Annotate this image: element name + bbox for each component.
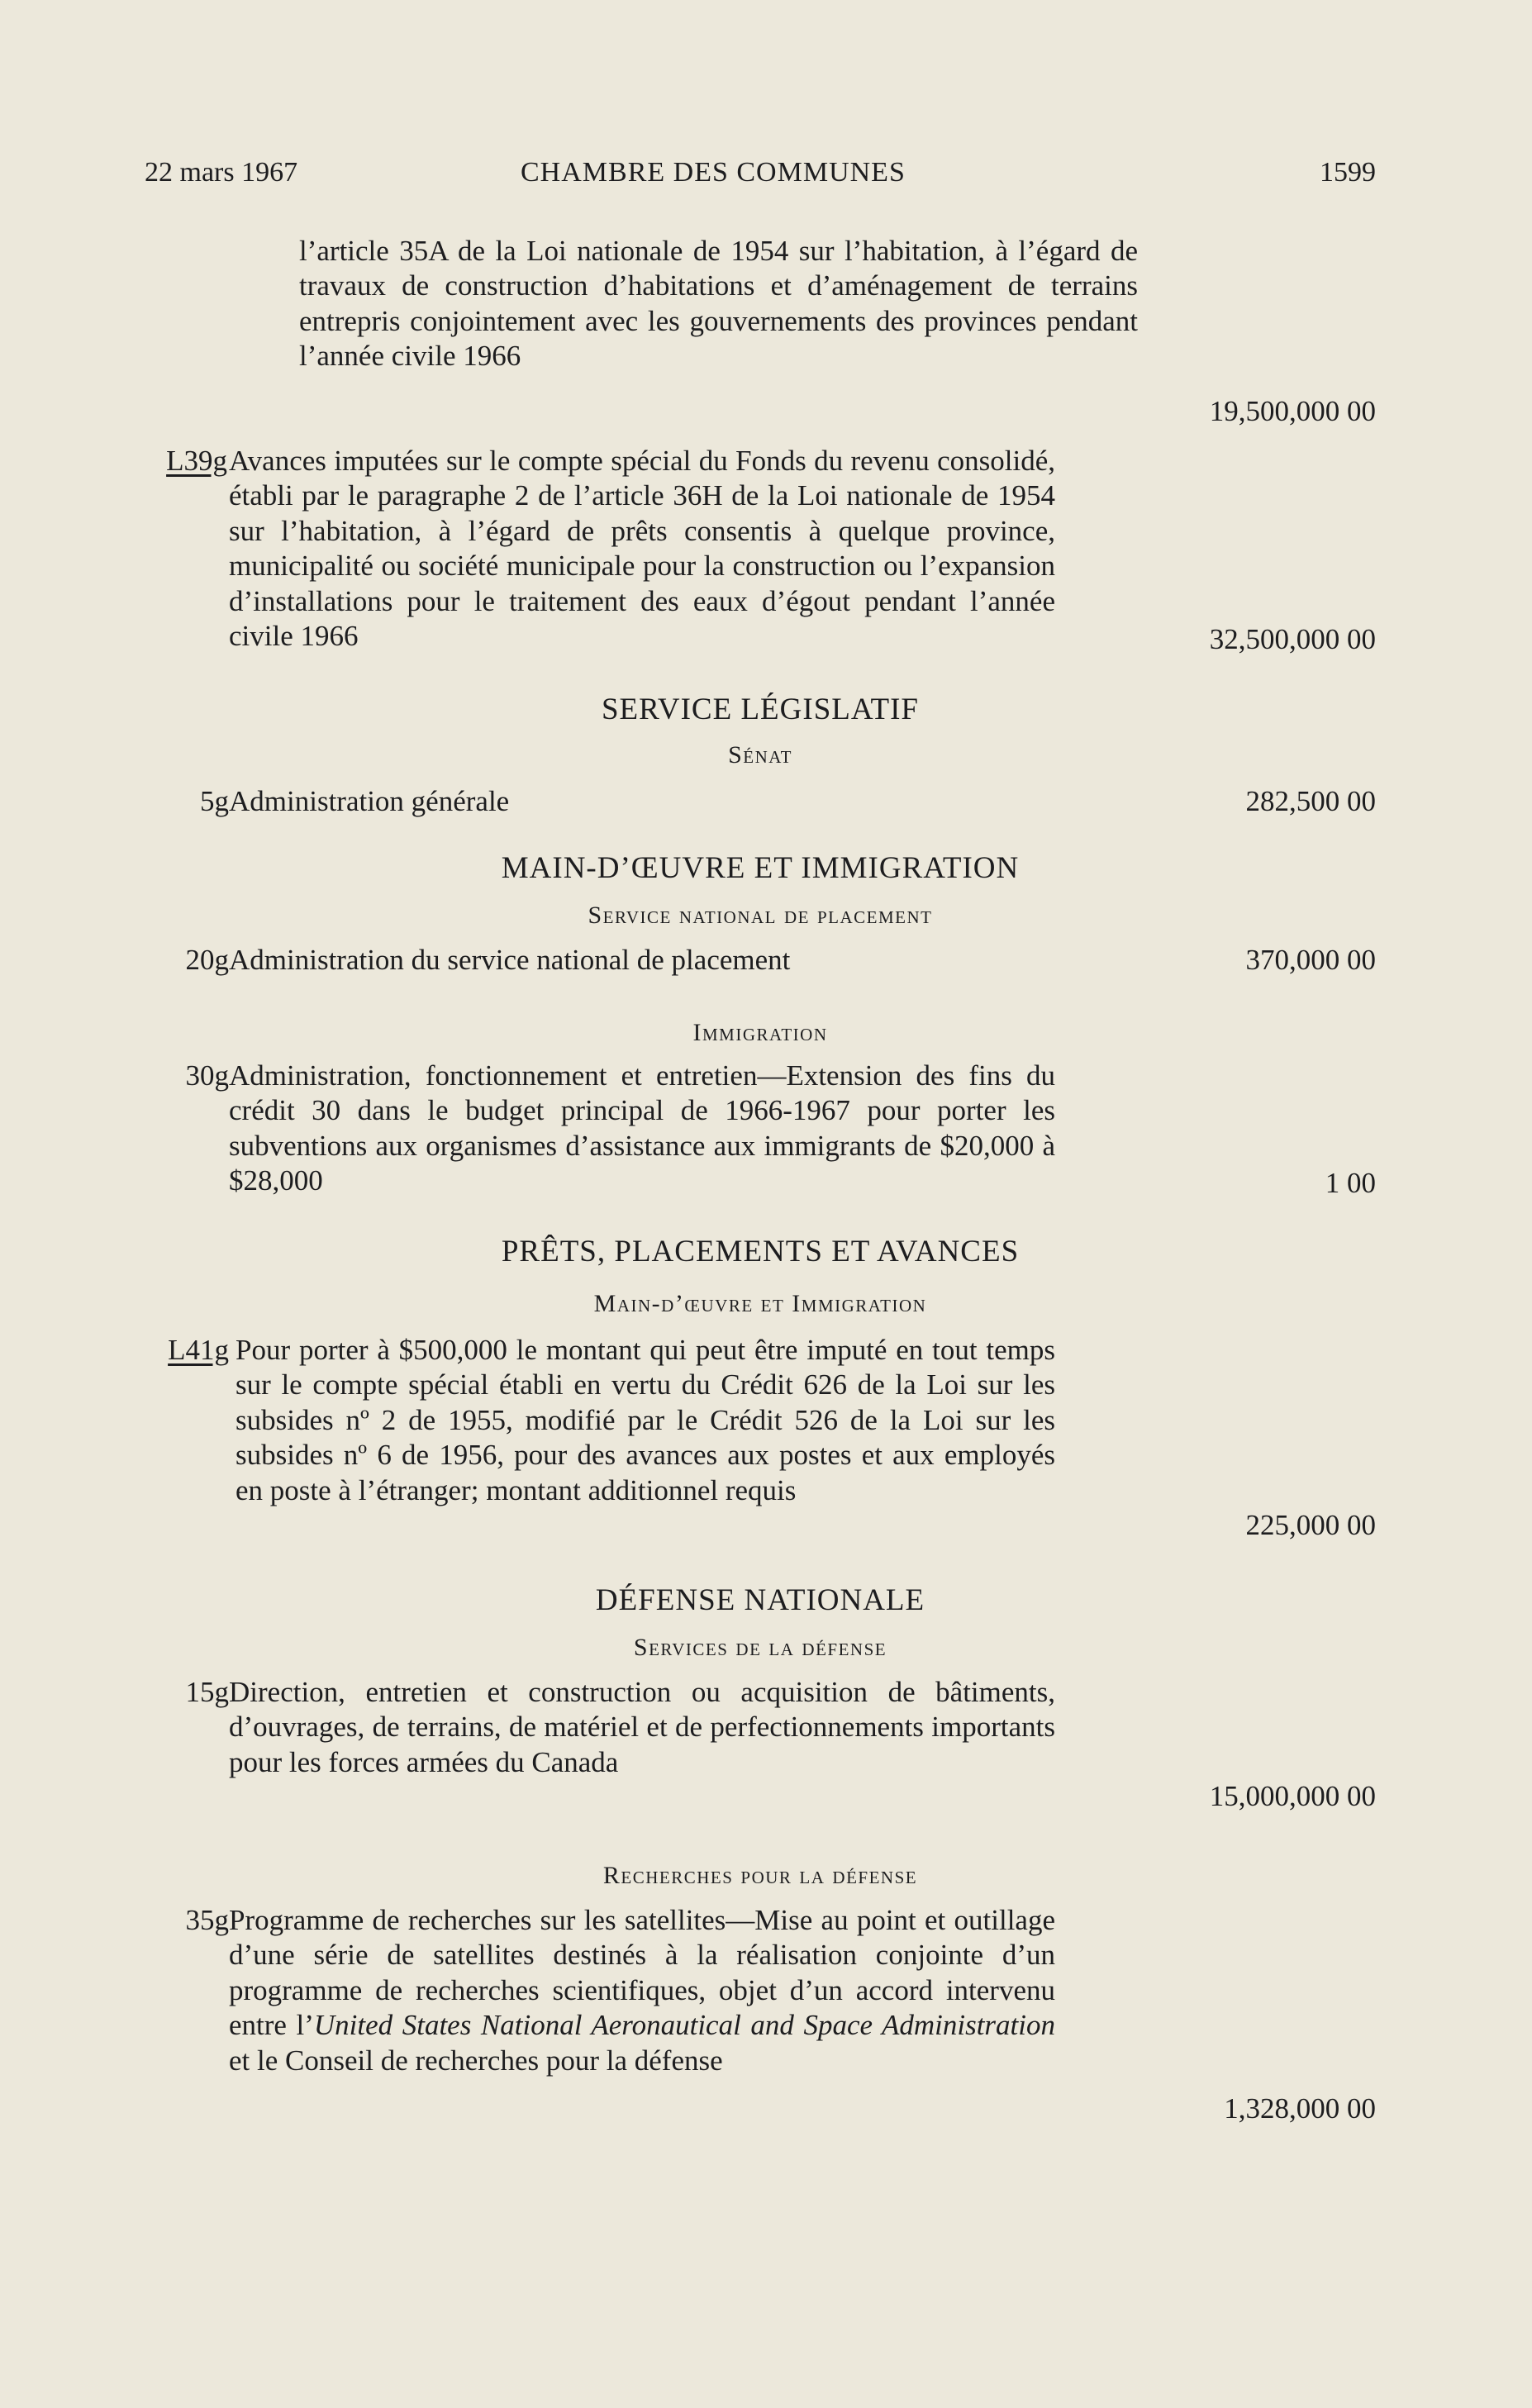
vote-number: L41g	[168, 1334, 229, 1366]
section-heading-defense: DÉFENSE NATIONALE	[595, 1583, 925, 1617]
section-heading-main-oeuvre: MAIN-D’ŒUVRE ET IMMIGRATION	[501, 851, 1020, 885]
section-heading-legislatif: SERVICE LÉGISLATIF	[601, 692, 919, 726]
vote-text: Administration, fonctionnement et entretien—Extension des fins du crédit 30 dans le budget principal de 1966-1967 pour porter les subventions aux organismes d’assistance aux immigrants de $20,000 à $28,000	[229, 1059, 1055, 1197]
vote-amount: 1,328,000 00	[1224, 2092, 1376, 2125]
vote-number: L39g	[166, 445, 227, 477]
running-head	[145, 157, 1376, 197]
document-body	[145, 234, 1376, 2126]
vote-item-continuation	[145, 234, 1376, 444]
vote-amount: 370,000 00	[1245, 943, 1376, 976]
page-number: 1599	[1320, 157, 1376, 188]
vote-item-35g	[145, 1903, 1376, 2126]
vote-amount: 1 00	[1325, 1166, 1376, 1199]
vote-item-5g	[145, 784, 1376, 850]
header-date: 22 mars 1967	[145, 157, 298, 188]
vote-number: 15g	[185, 1676, 229, 1708]
subheading-senat: Sénat	[728, 741, 792, 769]
vote-item-20g	[145, 943, 1376, 1019]
header-title: CHAMBRE DES COMMUNES	[521, 157, 906, 188]
subheading-immigration: Immigration	[692, 1019, 828, 1046]
vote-text: Administration générale	[229, 785, 510, 817]
vote-number: 30g	[185, 1059, 229, 1092]
subheading-placement: Service national de placement	[588, 902, 933, 929]
vote-item-15g	[145, 1675, 1376, 1862]
vote-number: 20g	[185, 944, 229, 976]
section-heading-prets: PRÊTS, PLACEMENTS ET AVANCES	[501, 1235, 1020, 1268]
vote-amount: 19,500,000 00	[1209, 394, 1376, 427]
vote-amount: 15,000,000 00	[1209, 1779, 1376, 1812]
vote-text-start: Programme de recherches sur les satellites—Mise au point et outillage d’une série de satellites destinés à la réalisation conjointe d’un programme de recherches scientifiques, objet d’un accord intervenu entre l’	[229, 1904, 1055, 2042]
vote-amount: 282,500 00	[1245, 784, 1376, 817]
subheading-mo-immigration: Main-d’œuvre et Immigration	[593, 1290, 927, 1317]
vote-item-l41g	[145, 1333, 1376, 1582]
vote-item-l39g	[145, 444, 1376, 692]
vote-number: 5g	[200, 785, 229, 817]
subheading-recherches-defense: Recherches pour la défense	[602, 1862, 918, 1889]
vote-number: 35g	[185, 1904, 229, 1936]
vote-text-end: et le Conseil de recherches pour la défense	[229, 2044, 723, 2077]
vote-text: Administration du service national de placement	[229, 944, 791, 976]
vote-amount: 225,000 00	[1245, 1508, 1376, 1541]
vote-item-30g	[145, 1059, 1376, 1234]
vote-text-italic: United States National Aeronautical and Space Administration	[313, 2009, 1055, 2042]
vote-text: Pour porter à $500,000 le montant qui peut être imputé en tout temps sur le compte spécial établi en vertu du Crédit 626 de la Loi sur les subsides nº 2 de 1955, modifié par le Crédit 526 de la Loi sur les subsides nº 6 de 1956, pour des avances aux postes et aux employés en poste à l’étranger; montant additionnel requis	[236, 1334, 1055, 1506]
vote-text: Direction, entretien et construction ou acquisition de bâtiments, d’ouvrages, de terrains, de matériel et de perfectionnements importants pour les forces armées du Canada	[229, 1676, 1055, 1778]
vote-text: Avances imputées sur le compte spécial du Fonds du revenu consolidé, établi par le paragraphe 2 de l’article 36H de la Loi nationale de 1954 sur l’habitation, à l’égard de prêts consentis à quelque province, municipalité ou société municipale pour la construction ou l’expansion d’installations pour le traitement des eaux d’égout pendant l’année civile 1966	[229, 445, 1055, 653]
vote-text: l’article 35A de la Loi nationale de 1954 sur l’habitation, à l’égard de travaux de construction d’habitations et d’aménagement de terrains entrepris conjointement avec les gouvernements des provinces pendant l’année civile 1966	[299, 235, 1138, 373]
vote-text	[229, 1903, 1055, 2078]
vote-amount: 32,500,000 00	[1209, 622, 1376, 655]
subheading-services-defense: Services de la défense	[633, 1634, 887, 1661]
